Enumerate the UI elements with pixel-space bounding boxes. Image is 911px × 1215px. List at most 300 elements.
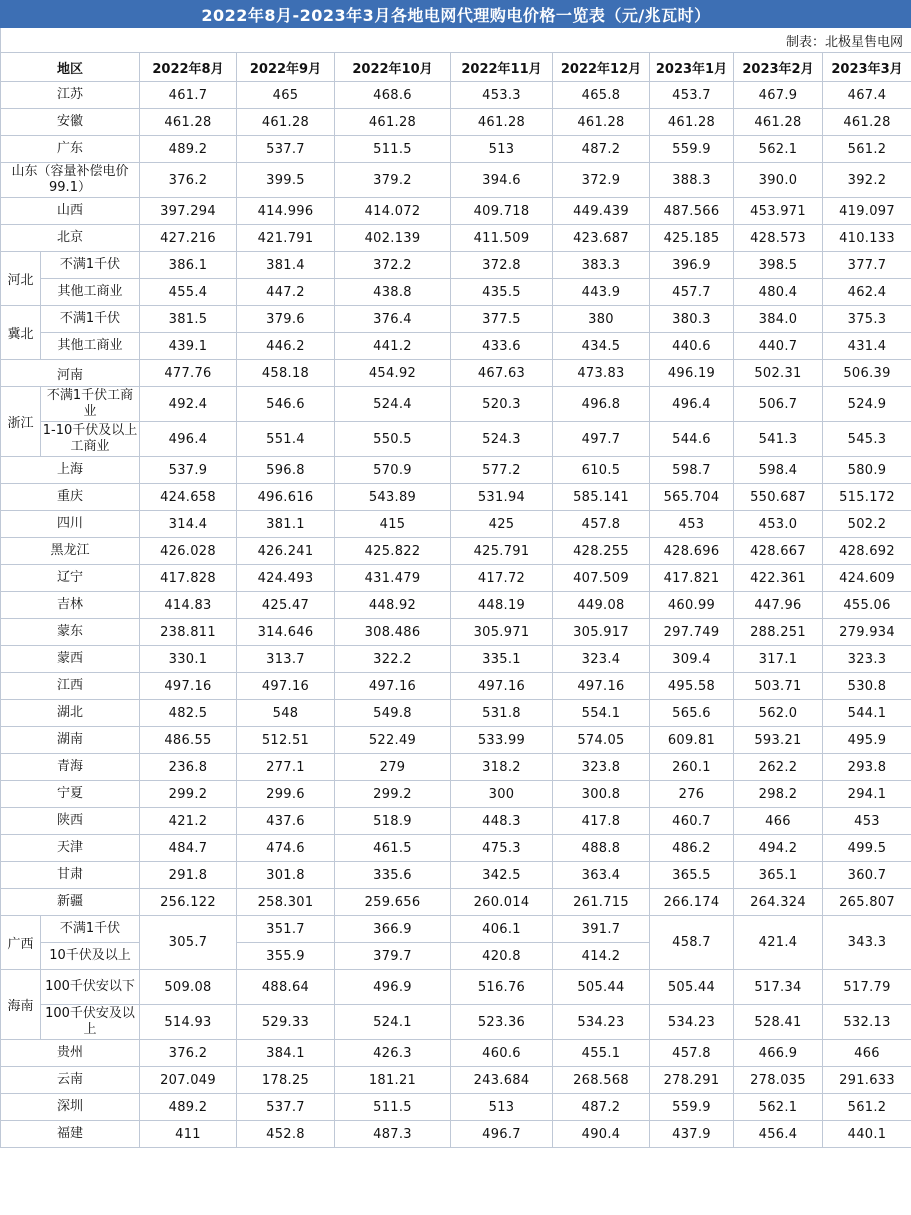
price-cell: 440.1: [823, 1121, 911, 1148]
price-cell: 258.301: [237, 889, 335, 916]
header-month: 2023年1月: [650, 53, 734, 82]
price-cell: 487.566: [650, 198, 734, 225]
price-cell: 298.2: [734, 781, 823, 808]
price-cell: 440.7: [734, 333, 823, 360]
price-cell: 532.13: [823, 1005, 911, 1040]
price-cell: 424.493: [237, 565, 335, 592]
table-row: [1, 673, 911, 700]
price-cell: 462.4: [823, 279, 911, 306]
price-cell: 458.18: [237, 360, 335, 387]
price-cell: 537.9: [140, 457, 237, 484]
province-name: 浙江: [1, 387, 41, 457]
price-cell: 477.76: [140, 360, 237, 387]
price-cell: 593.21: [734, 727, 823, 754]
price-cell: 323.4: [553, 646, 650, 673]
price-cell: 496.7: [451, 1121, 553, 1148]
price-cell: 265.807: [823, 889, 911, 916]
price-cell: 314.4: [140, 511, 237, 538]
sub-region-name: 10千伏及以上: [41, 943, 140, 970]
region-name: 蒙东: [1, 619, 140, 646]
price-cell: 457.8: [553, 511, 650, 538]
price-cell: 529.33: [237, 1005, 335, 1040]
price-cell: 260.014: [451, 889, 553, 916]
price-cell: 365.5: [650, 862, 734, 889]
price-cell: 497.16: [553, 673, 650, 700]
price-cell: 492.4: [140, 387, 237, 422]
price-cell: 496.616: [237, 484, 335, 511]
table-row: [1, 1067, 911, 1094]
price-cell: 511.5: [335, 136, 451, 163]
table-row: [1, 1040, 911, 1067]
price-cell: 461.28: [823, 109, 911, 136]
region-name: 黑龙江: [1, 538, 140, 565]
price-cell: 407.509: [553, 565, 650, 592]
price-cell: 422.361: [734, 565, 823, 592]
table-row: [1, 538, 911, 565]
price-cell: 497.16: [140, 673, 237, 700]
price-cell: 411.509: [451, 225, 553, 252]
table-row: [1, 565, 911, 592]
price-cell: 524.4: [335, 387, 451, 422]
price-cell: 440.6: [650, 333, 734, 360]
price-cell: 335.6: [335, 862, 451, 889]
price-cell: 428.255: [553, 538, 650, 565]
price-cell: 461.7: [140, 82, 237, 109]
price-cell: 502.2: [823, 511, 911, 538]
table-row: [1, 109, 911, 136]
table-row: [1, 198, 911, 225]
price-cell: 414.996: [237, 198, 335, 225]
price-cell: 366.9: [335, 916, 451, 943]
region-name: 重庆: [1, 484, 140, 511]
price-cell: 438.8: [335, 279, 451, 306]
price-cell: 518.9: [335, 808, 451, 835]
price-cell: 256.122: [140, 889, 237, 916]
region-name: 广东: [1, 136, 140, 163]
price-cell: 449.439: [553, 198, 650, 225]
price-cell: 424.658: [140, 484, 237, 511]
price-cell: 363.4: [553, 862, 650, 889]
price-cell: 335.1: [451, 646, 553, 673]
region-name: 湖北: [1, 700, 140, 727]
price-cell: 467.9: [734, 82, 823, 109]
price-cell: 305.971: [451, 619, 553, 646]
price-cell: 262.2: [734, 754, 823, 781]
price-cell: 489.2: [140, 1094, 237, 1121]
price-cell: 543.89: [335, 484, 451, 511]
price-cell: 487.3: [335, 1121, 451, 1148]
price-cell: 486.2: [650, 835, 734, 862]
price-cell: 377.5: [451, 306, 553, 333]
price-cell: 305.7: [140, 916, 237, 970]
price-cell: 414.072: [335, 198, 451, 225]
region-name: 山西: [1, 198, 140, 225]
price-cell: 596.8: [237, 457, 335, 484]
price-cell: 496.4: [140, 422, 237, 457]
price-cell: 524.1: [335, 1005, 451, 1040]
price-cell: 461.28: [335, 109, 451, 136]
price-cell: 497.16: [237, 673, 335, 700]
price-cell: 551.4: [237, 422, 335, 457]
price-cell: 300.8: [553, 781, 650, 808]
sub-region-name: 1-10千伏及以上工商业: [41, 422, 140, 457]
price-cell: 425.791: [451, 538, 553, 565]
price-cell: 495.58: [650, 673, 734, 700]
price-cell: 496.19: [650, 360, 734, 387]
price-cell: 496.9: [335, 970, 451, 1005]
price-cell: 425.47: [237, 592, 335, 619]
price-cell: 531.8: [451, 700, 553, 727]
price-cell: 279: [335, 754, 451, 781]
price-cell: 523.36: [451, 1005, 553, 1040]
price-cell: 365.1: [734, 862, 823, 889]
price-cell: 520.3: [451, 387, 553, 422]
price-cell: 351.7: [237, 916, 335, 943]
price-cell: 549.8: [335, 700, 451, 727]
price-cell: 534.23: [553, 1005, 650, 1040]
price-cell: 505.44: [650, 970, 734, 1005]
price-cell: 484.7: [140, 835, 237, 862]
price-cell: 515.172: [823, 484, 911, 511]
price-cell: 585.141: [553, 484, 650, 511]
price-cell: 425.185: [650, 225, 734, 252]
region-name: 新疆: [1, 889, 140, 916]
price-cell: 609.81: [650, 727, 734, 754]
price-cell: 355.9: [237, 943, 335, 970]
price-cell: 565.6: [650, 700, 734, 727]
price-cell: 425: [451, 511, 553, 538]
price-cell: 512.51: [237, 727, 335, 754]
price-cell: 428.696: [650, 538, 734, 565]
header-month: 2022年8月: [140, 53, 237, 82]
price-cell: 372.8: [451, 252, 553, 279]
province-name: 海南: [1, 970, 41, 1040]
price-cell: 509.08: [140, 970, 237, 1005]
region-name: 贵州: [1, 1040, 140, 1067]
price-cell: 181.21: [335, 1067, 451, 1094]
price-cell: 453.971: [734, 198, 823, 225]
price-cell: 317.1: [734, 646, 823, 673]
price-cell: 465: [237, 82, 335, 109]
table-row: [1, 484, 911, 511]
price-cell: 461.28: [237, 109, 335, 136]
sub-region-name: 100千伏安以下: [41, 970, 140, 1005]
price-cell: 426.241: [237, 538, 335, 565]
table-row: [1, 252, 911, 279]
price-cell: 461.5: [335, 835, 451, 862]
header-month: 2022年12月: [553, 53, 650, 82]
price-cell: 562.1: [734, 1094, 823, 1121]
price-cell: 266.174: [650, 889, 734, 916]
price-cell: 528.41: [734, 1005, 823, 1040]
price-cell: 377.7: [823, 252, 911, 279]
price-cell: 411: [140, 1121, 237, 1148]
price-cell: 466: [823, 1040, 911, 1067]
table-row: [1, 306, 911, 333]
price-cell: 421.4: [734, 916, 823, 970]
region-name: 宁夏: [1, 781, 140, 808]
region-name: 江苏: [1, 82, 140, 109]
price-cell: 293.8: [823, 754, 911, 781]
price-cell: 545.3: [823, 422, 911, 457]
price-cell: 423.687: [553, 225, 650, 252]
price-cell: 426.3: [335, 1040, 451, 1067]
price-cell: 417.828: [140, 565, 237, 592]
price-cell: 496.8: [553, 387, 650, 422]
price-cell: 473.83: [553, 360, 650, 387]
price-cell: 437.9: [650, 1121, 734, 1148]
price-cell: 421.791: [237, 225, 335, 252]
region-name: 河南: [1, 360, 140, 387]
table-row: [1, 727, 911, 754]
price-cell: 276: [650, 781, 734, 808]
price-cell: 419.097: [823, 198, 911, 225]
sub-region-name: 不满1千伏: [41, 306, 140, 333]
price-cell: 264.324: [734, 889, 823, 916]
price-cell: 467.63: [451, 360, 553, 387]
header-month: 2022年9月: [237, 53, 335, 82]
price-cell: 300: [451, 781, 553, 808]
price-cell: 381.5: [140, 306, 237, 333]
region-name: 云南: [1, 1067, 140, 1094]
table-row: [1, 360, 911, 387]
price-cell: 343.3: [823, 916, 911, 970]
price-cell: 417.821: [650, 565, 734, 592]
price-cell: 448.3: [451, 808, 553, 835]
price-cell: 383.3: [553, 252, 650, 279]
price-cell: 550.5: [335, 422, 451, 457]
header-month: 2022年11月: [451, 53, 553, 82]
price-cell: 537.7: [237, 1094, 335, 1121]
price-cell: 561.2: [823, 1094, 911, 1121]
sub-region-name: 不满1千伏: [41, 252, 140, 279]
province-name: 冀北: [1, 306, 41, 360]
price-cell: 487.2: [553, 136, 650, 163]
region-name: 深圳: [1, 1094, 140, 1121]
price-cell: 415: [335, 511, 451, 538]
price-cell: 495.9: [823, 727, 911, 754]
price-cell: 443.9: [553, 279, 650, 306]
region-name: 甘肃: [1, 862, 140, 889]
price-cell: 380: [553, 306, 650, 333]
price-cell: 505.44: [553, 970, 650, 1005]
price-cell: 497.7: [553, 422, 650, 457]
price-cell: 314.646: [237, 619, 335, 646]
price-cell: 465.8: [553, 82, 650, 109]
price-cell: 260.1: [650, 754, 734, 781]
price-cell: 466.9: [734, 1040, 823, 1067]
region-name: 青海: [1, 754, 140, 781]
price-cell: 531.94: [451, 484, 553, 511]
price-cell: 390.0: [734, 163, 823, 198]
price-cell: 299.6: [237, 781, 335, 808]
region-name: 陕西: [1, 808, 140, 835]
price-cell: 375.3: [823, 306, 911, 333]
price-cell: 379.7: [335, 943, 451, 970]
price-cell: 431.479: [335, 565, 451, 592]
price-cell: 207.049: [140, 1067, 237, 1094]
price-cell: 466: [734, 808, 823, 835]
region-name: 福建: [1, 1121, 140, 1148]
price-cell: 467.4: [823, 82, 911, 109]
table-row: [1, 333, 911, 360]
price-cell: 437.6: [237, 808, 335, 835]
table-row: [1, 136, 911, 163]
price-cell: 297.749: [650, 619, 734, 646]
price-cell: 522.49: [335, 727, 451, 754]
table-row: [1, 970, 911, 1005]
price-cell: 427.216: [140, 225, 237, 252]
price-cell: 598.7: [650, 457, 734, 484]
price-cell: 424.609: [823, 565, 911, 592]
price-cell: 455.4: [140, 279, 237, 306]
price-cell: 453.0: [734, 511, 823, 538]
price-cell: 417.8: [553, 808, 650, 835]
price-cell: 448.19: [451, 592, 553, 619]
region-name: 上海: [1, 457, 140, 484]
table-row: [1, 835, 911, 862]
price-cell: 453.3: [451, 82, 553, 109]
price-cell: 610.5: [553, 457, 650, 484]
price-cell: 380.3: [650, 306, 734, 333]
price-cell: 565.704: [650, 484, 734, 511]
price-cell: 372.2: [335, 252, 451, 279]
price-cell: 488.8: [553, 835, 650, 862]
price-cell: 318.2: [451, 754, 553, 781]
price-cell: 299.2: [140, 781, 237, 808]
price-cell: 468.6: [335, 82, 451, 109]
price-cell: 376.2: [140, 1040, 237, 1067]
table-row: [1, 1121, 911, 1148]
price-cell: 288.251: [734, 619, 823, 646]
region-name: 北京: [1, 225, 140, 252]
price-cell: 506.7: [734, 387, 823, 422]
price-cell: 394.6: [451, 163, 553, 198]
price-cell: 494.2: [734, 835, 823, 862]
province-name: 广西: [1, 916, 41, 970]
price-cell: 559.9: [650, 1094, 734, 1121]
price-cell: 506.39: [823, 360, 911, 387]
price-cell: 313.7: [237, 646, 335, 673]
price-cell: 537.7: [237, 136, 335, 163]
price-cell: 534.23: [650, 1005, 734, 1040]
table-row: [1, 889, 911, 916]
header-row: [1, 53, 911, 82]
province-name: 河北: [1, 252, 41, 306]
region-name: 江西: [1, 673, 140, 700]
header-month: 2023年3月: [823, 53, 911, 82]
price-cell: 392.2: [823, 163, 911, 198]
price-cell: 570.9: [335, 457, 451, 484]
price-cell: 397.294: [140, 198, 237, 225]
price-cell: 399.5: [237, 163, 335, 198]
price-cell: 323.3: [823, 646, 911, 673]
price-cell: 503.71: [734, 673, 823, 700]
price-cell: 386.1: [140, 252, 237, 279]
table-row: [1, 422, 911, 457]
price-cell: 381.1: [237, 511, 335, 538]
price-cell: 454.92: [335, 360, 451, 387]
price-cell: 410.133: [823, 225, 911, 252]
price-cell: 446.2: [237, 333, 335, 360]
price-cell: 294.1: [823, 781, 911, 808]
price-cell: 461.28: [650, 109, 734, 136]
table-row: [1, 646, 911, 673]
price-cell: 434.5: [553, 333, 650, 360]
price-cell: 514.93: [140, 1005, 237, 1040]
table-row: [1, 592, 911, 619]
price-cell: 381.4: [237, 252, 335, 279]
header-month: 2023年2月: [734, 53, 823, 82]
price-cell: 384.1: [237, 1040, 335, 1067]
price-cell: 426.028: [140, 538, 237, 565]
header-region: 地区: [1, 53, 140, 82]
price-cell: 414.83: [140, 592, 237, 619]
price-cell: 489.2: [140, 136, 237, 163]
price-cell: 278.035: [734, 1067, 823, 1094]
price-cell: 428.573: [734, 225, 823, 252]
table-row: [1, 916, 911, 943]
region-name: 天津: [1, 835, 140, 862]
table-row: [1, 862, 911, 889]
table-row: [1, 387, 911, 422]
price-cell: 376.2: [140, 163, 237, 198]
price-cell: 513: [451, 1094, 553, 1121]
sub-region-name: 不满1千伏: [41, 916, 140, 943]
price-cell: 486.55: [140, 727, 237, 754]
price-cell: 379.6: [237, 306, 335, 333]
price-cell: 517.79: [823, 970, 911, 1005]
price-cell: 488.64: [237, 970, 335, 1005]
price-cell: 439.1: [140, 333, 237, 360]
price-cell: 291.633: [823, 1067, 911, 1094]
price-cell: 431.4: [823, 333, 911, 360]
price-cell: 402.139: [335, 225, 451, 252]
price-cell: 580.9: [823, 457, 911, 484]
price-cell: 533.99: [451, 727, 553, 754]
price-cell: 559.9: [650, 136, 734, 163]
price-cell: 279.934: [823, 619, 911, 646]
price-cell: 577.2: [451, 457, 553, 484]
price-cell: 530.8: [823, 673, 911, 700]
price-cell: 330.1: [140, 646, 237, 673]
price-cell: 376.4: [335, 306, 451, 333]
price-cell: 391.7: [553, 916, 650, 943]
price-cell: 502.31: [734, 360, 823, 387]
price-cell: 487.2: [553, 1094, 650, 1121]
price-cell: 455.1: [553, 1040, 650, 1067]
price-cell: 562.1: [734, 136, 823, 163]
price-cell: 238.811: [140, 619, 237, 646]
price-cell: 409.718: [451, 198, 553, 225]
price-cell: 277.1: [237, 754, 335, 781]
price-cell: 309.4: [650, 646, 734, 673]
price-cell: 460.7: [650, 808, 734, 835]
header-month: 2022年10月: [335, 53, 451, 82]
region-name: 湖南: [1, 727, 140, 754]
sub-region-name: 其他工商业: [41, 279, 140, 306]
table-row: [1, 754, 911, 781]
price-cell: 524.3: [451, 422, 553, 457]
table-source: 制表：北极星售电网: [1, 28, 911, 53]
price-cell: 259.656: [335, 889, 451, 916]
price-cell: 460.6: [451, 1040, 553, 1067]
price-cell: 554.1: [553, 700, 650, 727]
region-name: 安徽: [1, 109, 140, 136]
price-cell: 448.92: [335, 592, 451, 619]
price-cell: 447.96: [734, 592, 823, 619]
price-cell: 299.2: [335, 781, 451, 808]
